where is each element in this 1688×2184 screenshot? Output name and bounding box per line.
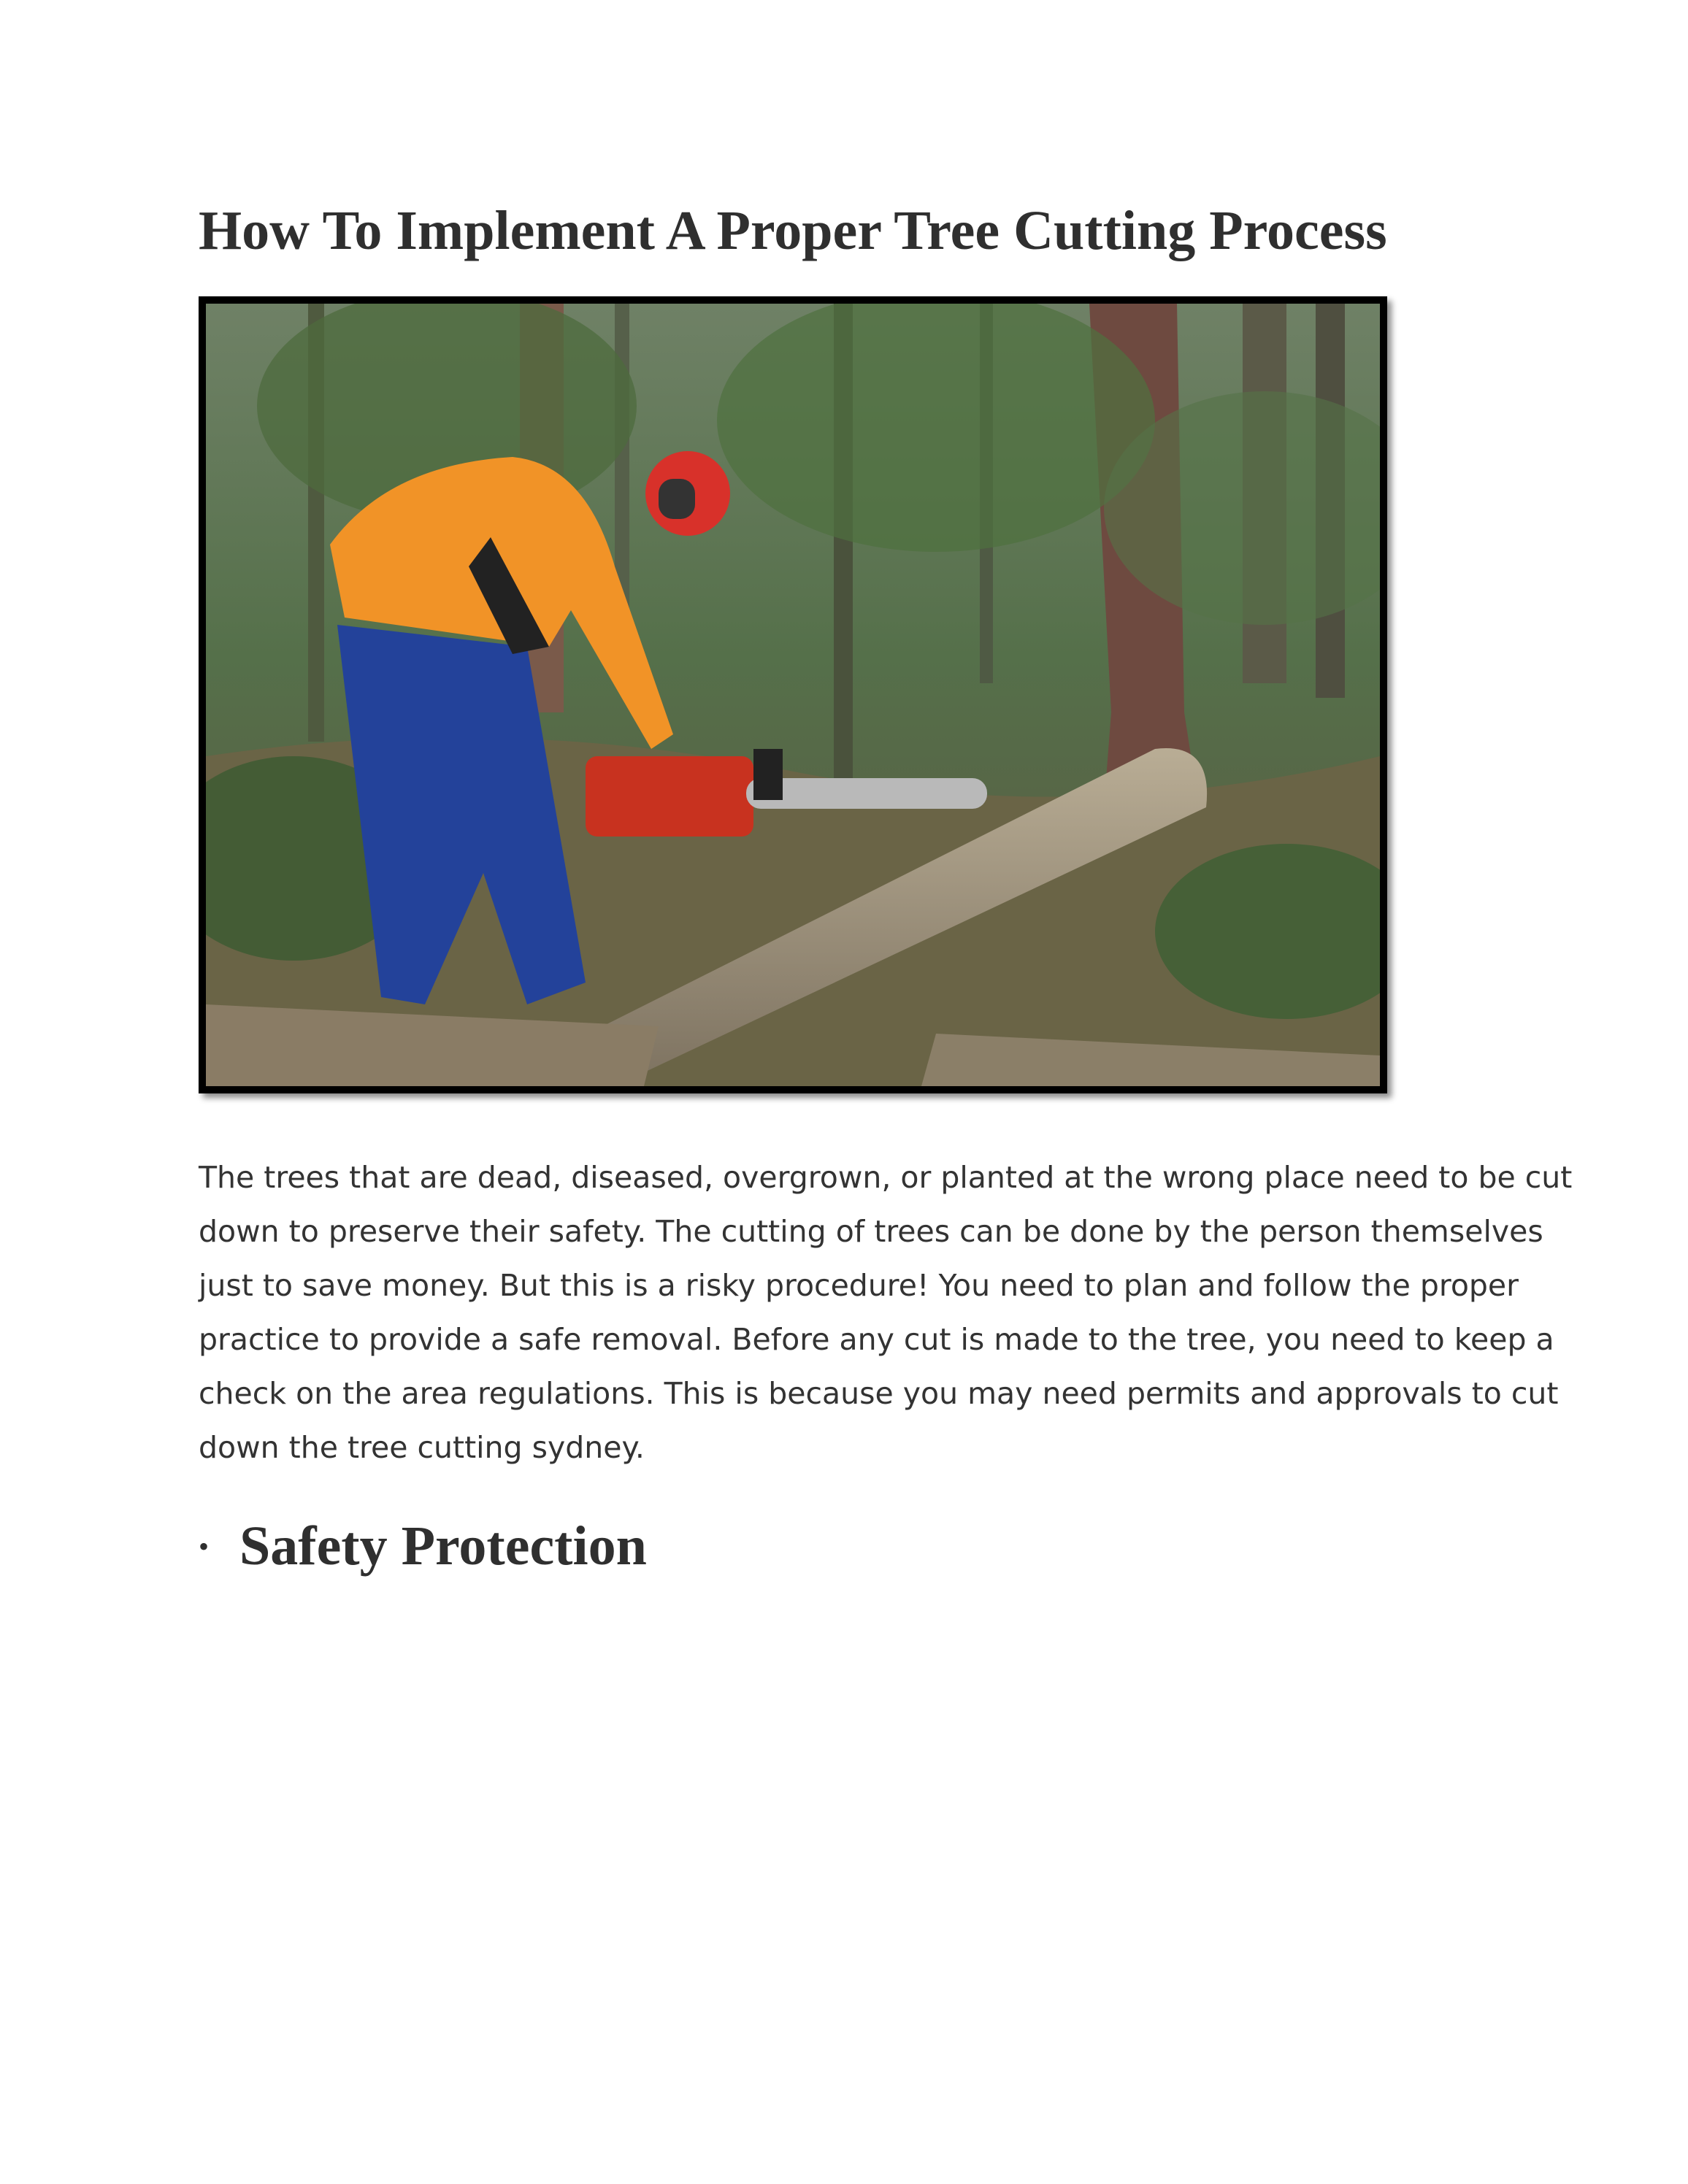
bullet-icon: • xyxy=(199,1529,210,1563)
paragraph-line: down to preserve their safety. The cutting of trees can be done by the person themselves xyxy=(199,1214,1543,1249)
section-list xyxy=(199,1511,647,1581)
section-item xyxy=(199,1511,647,1581)
paragraph-line: practice to provide a safe removal. Before any cut is made to the tree, you need to keep a xyxy=(199,1322,1554,1357)
paragraph-line: down the tree cutting sydney. xyxy=(199,1430,645,1465)
paragraph-line: The trees that are dead, diseased, overgrown, or planted at the wrong place need to be cut xyxy=(199,1160,1573,1195)
article-paragraph xyxy=(199,1150,1573,1474)
paragraph-line: just to save money. But this is a risky procedure! You need to plan and follow the proper xyxy=(199,1268,1519,1303)
article-photo xyxy=(199,296,1387,1093)
page-title: How To Implement A Proper Tree Cutting Process xyxy=(199,200,1387,261)
paragraph-line: check on the area regulations. This is because you may need permits and approvals to cut xyxy=(199,1376,1559,1411)
forest-chainsaw-photo-icon xyxy=(206,304,1380,1086)
section-heading: Safety Protection xyxy=(239,1515,647,1577)
